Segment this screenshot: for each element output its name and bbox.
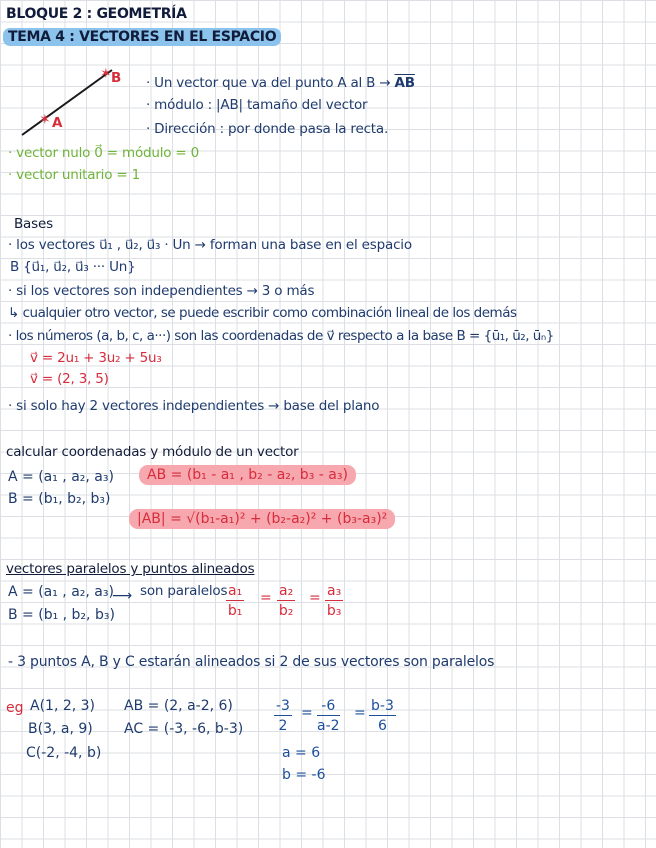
point-a-mark: ✶: [39, 112, 51, 128]
bases-line-1: · los vectores u⃗₁ , u⃗₂, u⃗₃ · Un → forman una base en el espacio: [8, 237, 412, 253]
modulus-definition: · módulo : |AB| tamaño del vector: [146, 97, 368, 113]
bases-line-2: B {u⃗₁, u⃗₂, u⃗₃ ··· Un}: [10, 259, 136, 275]
example-fraction-2: $\frac{-6}{a-2}$: [317, 698, 340, 734]
point-b-label: B: [111, 70, 122, 86]
bases-line-3: · si los vectores son independientes → 3 o más: [8, 283, 315, 299]
coordinates-point-a: A = (a₁ , a₂, a₃): [8, 469, 114, 485]
topic-title-highlight: TEMA 4 : VECTORES EN EL ESPACIO: [3, 28, 281, 46]
aligned-points-rule: - 3 puntos A, B y C estarán alineados si 2 de sus vectores son paralelos: [8, 654, 495, 670]
parallel-equals-1: =: [260, 590, 272, 606]
parallel-point-a: A = (a₁ , a₂, a₃): [8, 584, 114, 600]
example-point-b: B(3, a, 9): [28, 721, 93, 737]
parallel-equals-2: =: [309, 590, 321, 606]
example-point-a: A(1, 2, 3): [30, 698, 96, 714]
bases-example-1: v⃗ = 2u₁ + 3u₂ + 5u₃: [30, 350, 162, 366]
block-title: BLOQUE 2 : GEOMETRÍA: [6, 6, 187, 22]
example-solution-a: a = 6: [282, 745, 321, 761]
example-vector-ac: AC = (-3, -6, b-3): [124, 721, 244, 737]
coordinates-point-b: B = (b₁, b₂, b₃): [8, 491, 111, 507]
example-fraction-1: $\frac{-3}{2}$: [276, 698, 290, 734]
example-tag: eg: [6, 700, 24, 716]
vector-definition: · Un vector que va del punto A al $B \to \overline{AB}$: [146, 75, 415, 91]
parallel-fraction-1: $\frac{\text{a₁}}{\text{b₁}}$: [227, 583, 243, 619]
example-point-c: C(-2, -4, b): [26, 745, 102, 761]
bases-line-5: · los números (a, b, c, a···) son las coordenadas de v⃗ respecto a la base B = {ū₁, ū₂, ūₙ}: [8, 328, 554, 344]
null-vector: · vector nulo 0⃗ = módulo = 0: [8, 145, 200, 161]
point-b-mark: ✶: [100, 66, 112, 82]
bases-line-4: ↳ cualquier otro vector, se puede escribir como combinación lineal de los demás: [8, 305, 517, 321]
parallel-fraction-2: $\frac{\text{a₂}}{\text{b₂}}$: [278, 583, 294, 619]
example-vector-ab: AB = (2, a-2, 6): [124, 698, 233, 714]
parallel-label: son paralelos: [140, 583, 228, 599]
example-equals-1: =: [301, 705, 313, 721]
direction-definition: · Dirección : por donde pasa la recta.: [146, 121, 389, 137]
point-a-label: A: [52, 115, 63, 131]
modulus-formula: |AB| = √(b₁-a₁)² + (b₂-a₂)² + (b₃-a₃)²: [129, 512, 395, 526]
parallel-title: vectores paralelos y puntos alineados: [6, 561, 255, 577]
bases-title: Bases: [14, 216, 53, 232]
vector-ab-notation: $\overline{AB}$: [394, 75, 415, 91]
parallel-arrow: ⟶: [112, 588, 133, 604]
example-solution-b: b = -6: [282, 767, 326, 783]
bases-line-6: · si solo hay 2 vectores independientes → base del plano: [8, 398, 380, 414]
example-fraction-3: $\frac{b-3}{6}$: [371, 698, 394, 734]
coordinates-title: calcular coordenadas y módulo de un vector: [6, 444, 299, 460]
vector-line: [22, 70, 112, 135]
vector-ab-formula: AB = (b₁ - a₁ , b₂ - a₂, b₃ - a₃): [139, 468, 356, 482]
unit-vector: · vector unitario = 1: [8, 167, 140, 183]
example-equals-2: =: [354, 705, 366, 721]
bases-example-2: v⃗ = (2, 3, 5): [30, 371, 109, 387]
parallel-fraction-3: $\frac{\text{a₃}}{\text{b₃}}$: [326, 583, 342, 619]
parallel-point-b: B = (b₁ , b₂, b₃): [8, 607, 115, 623]
